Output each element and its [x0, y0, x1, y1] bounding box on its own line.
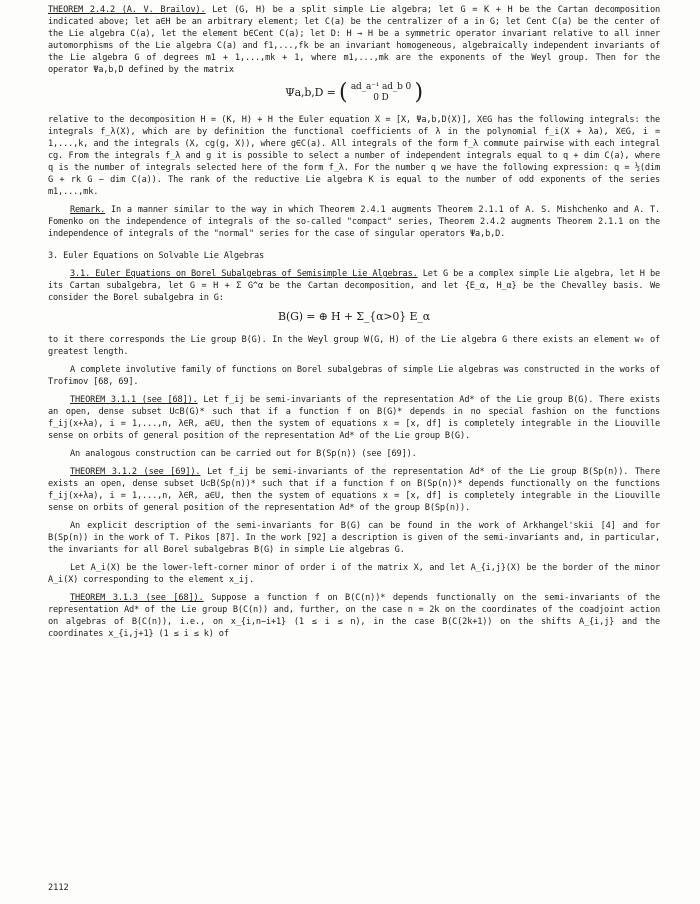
matrix-row-1: ad_a⁻¹ ad_b 0	[350, 82, 412, 92]
formula-psi	[48, 82, 660, 104]
formula-psi-lhs: Ψa,b,D =	[285, 86, 340, 99]
theorem-2-4-2-body: Let (G, H) be a split simple Lie algebra; let G = K + H be the Cartan decomposition indicated above; let a∈H be an arbitrary element; let C(a) be the centralizer of a in G; let Cent C(a) be the center of the Lie algebra C(a), let the element b∈Cent C(a); let D: H → H be a symmetric operator invariant relative to all inner automorphisms of the Lie algebra C(a) and f1,...,fk be an invariant homogeneous, algebraically independent invariants of the Lie algebra G of degrees m1 + 1,...,mk + 1, where m1,...,mk are the exponents of the Weyl group. Then for the operator Ψa,b,D defined by the matrix	[48, 5, 660, 75]
subsection-3-1	[48, 268, 660, 304]
theorem-3-1-1	[48, 394, 660, 442]
subsection-3-1-continuation: to it there corresponds the Lie group B(G). In the Weyl group W(G, H) of the Lie algebra G there exists an element w₀ of greatest length.	[48, 335, 660, 357]
theorem-2-4-2	[48, 4, 660, 76]
minor-definition-text: Let A_i(X) be the lower-left-corner minor of order i of the matrix X, and let A_{i,j}(X) be the border of the minor A_i(X) corresponding to the element x_ij.	[48, 563, 660, 585]
theorem-3-1-2-heading: THEOREM 3.1.2 (see [69]).	[70, 467, 201, 477]
theorem-3-1-1-heading: THEOREM 3.1.1 (see [68]).	[70, 395, 198, 405]
explicit-description-paragraph	[48, 520, 660, 556]
matrix-row-2: 0 D	[373, 93, 389, 103]
subsection-3-1-body: Let G be a complex simple Lie algebra, let H be its Cartan subalgebra, let G = H + Σ G^α be the Cartan decomposition, and let {E_α, H_α} be the Chevalley basis. We consider the Borel subalgebra in G:	[48, 269, 660, 303]
theorem-3-1-1-body: Let f_ij be semi-invariants of the representation Ad* of the Lie group B(G). There exists an open, dense subset U⊂B(G)* such that if a function f on B(G)* depends in no special fashion on the functions f_ij(x+λa), i = 1,...,n, λ∈R, a∈U, then the system of equations x = [x, df] is completely integrable in the Liouville sense on orbits of general position of the representation Ad* of the Lie group B(G).	[48, 395, 660, 441]
subsection-3-1-heading: 3.1. Euler Equations on Borel Subalgebras of Semisimple Lie Algebras.	[70, 269, 418, 279]
remark-heading: Remark.	[70, 205, 106, 215]
matrix-bracket-left: (	[339, 80, 348, 105]
theorem-2-4-2-heading: THEOREM 2.4.2 (A. V. Brailov).	[48, 5, 206, 15]
complete-family-text: A complete involutive family of functions on Borel subalgebras of simple Lie algebras was constructed in the works of Trofimov [68, 69].	[48, 365, 660, 387]
theorem-3-1-3	[48, 592, 660, 640]
formula-borel: B(G) = ⊕ H + Σ_{α>0} E_α	[278, 310, 430, 323]
analogous-paragraph	[48, 448, 660, 460]
theorem-2-4-2-continuation: relative to the decomposition H = (K, H) + H the Euler equation X = [X, Ψa,b,D(X)], X∈G has the following integrals: the integrals f_λ(X), which are by definition the functional coefficients of λ in the polynomial f_i(X + λa), X∈G, i = 1,...,k, and the integrals (X, cg(g, X)), where g∈C(a). All integrals of the form f_λ commute pairwise with each integral cg. From the integrals f_λ and g it is possible to select a number of independent integrals equal to q + dim C(a), where q is the number of integrals selected here of the form f_λ. For the number q we have the following expression: q = ½(dim G + rk G − dim C(a)). The rank of the reductive Lie algebra K is equal to the number of odd exponents of the series m1,...,mk.	[48, 115, 660, 197]
analogous-text: An analogous construction can be carried out for B(Sp(n)) (see [69]).	[70, 449, 417, 459]
section-3-heading: 3. Euler Equations on Solvable Lie Algebras	[48, 251, 265, 261]
page-number: 2112	[48, 883, 69, 893]
matrix-body	[351, 82, 411, 104]
theorem-3-1-3-heading: THEOREM 3.1.3 (see [68]).	[70, 593, 204, 603]
theorem-3-1-3-body: Suppose a function f on B(C(n))* depends functionally on the semi-invariants of the representation Ad* of the Lie group B(C(n)) and, further, on the case n = 2k on the coordinates of the coadjoint action on algebras of B(C(n)), i.e., on x_{i,n−i+1} (1 ≤ i ≤ n), in the case B(C(2k+1)) on the shifts A_{i,j} and the coordinates x_{i,j+1} (1 ≤ i ≤ k) of	[48, 593, 660, 639]
complete-family-paragraph	[48, 364, 660, 388]
explicit-description-text: An explicit description of the semi-invariants for B(G) can be found in the work of Arkhangel'skii [4] and for B(Sp(n)) in the work of T. Pikos [87]. In the work [92] a description is given of the semi-invariants and, in particular, the invariants for all Borel subalgebras B(G) in simple Lie algebras G.	[48, 521, 660, 555]
theorem-3-1-2-body: Let f_ij be semi-invariants of the representation Ad* of the Lie group B(Sp(n)). There exists an open, dense subset U⊂B(Sp(n))* such that if a function f on B(Sp(n))* depends functionally on the functions f_ij(x+λa), i = 1,...,n, λ∈R, a∈U, then the system of equations x = [x, df] is completely integrable in the Liouville sense on orbits of general position of the representation Ad* of the group B(Sp(n)).	[48, 467, 660, 513]
remark	[48, 204, 660, 240]
remark-body: In a manner similar to the way in which Theorem 2.4.1 augments Theorem 2.1.1 of A. S. Mishchenko and A. T. Fomenko on the independence of integrals of the so-called "compact" series, Theorem 2.4.2 augments Theorem 2.1.1 on the independence of integrals of the "normal" series for the case of singular operators Ψa,b,D.	[48, 205, 661, 239]
text-column	[48, 4, 660, 646]
matrix-bracket-right: )	[414, 80, 423, 105]
minor-definition-paragraph	[48, 562, 660, 586]
theorem-3-1-2	[48, 466, 660, 514]
